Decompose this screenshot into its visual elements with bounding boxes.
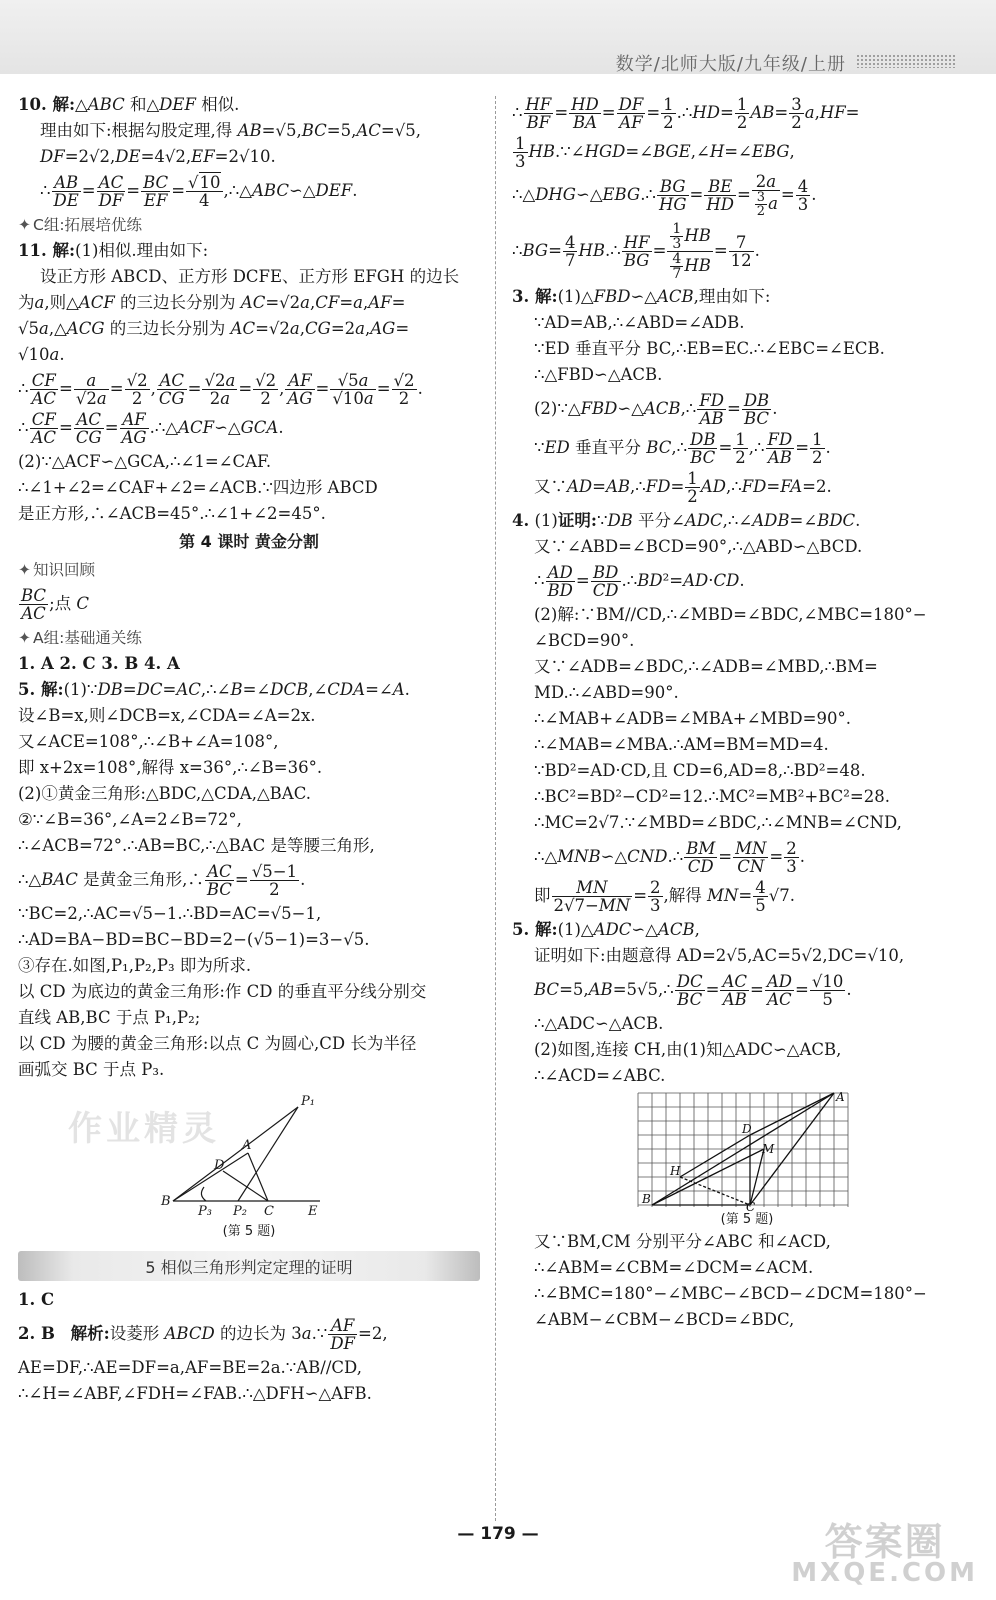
answer-5-line: ∴∠ACB=72°.∴AB=BC,∴△BAC 是等腰三角形, xyxy=(18,836,375,855)
answer-4-line: ∵BD²=AD·CD,且 CD=6,AD=8,∴BD²=48. xyxy=(534,761,866,780)
answer-3-line: ∵ED 垂直平分 BC,∴EB=EC.∴∠EBC=∠ECB. xyxy=(534,339,885,358)
answer-2-line: ∴∠H=∠ABF,∠FDH=∠FAB.∴△DFH∽△AFB. xyxy=(18,1384,372,1403)
right-line: ∴BG= $\frac{4}{7}$ HB.∴ $\frac{HF}{BG}$ = $\frac{1}{3}$ HB $\frac{4}{7}$ HB = $\frac{7}{12}$ . xyxy=(512,221,760,282)
grid-label-h: H xyxy=(670,1164,681,1178)
answer-5-line: 直线 AB,BC 于点 P₁,P₂; xyxy=(18,1008,201,1027)
answer-11-line: √10a. xyxy=(18,345,65,364)
answer-5-golden: ∴△BAC 是黄金三角形,∴ $\frac{AC}{BC}$ = $\frac{√5-1}{2}$ . xyxy=(18,862,306,899)
label-e: E xyxy=(308,1204,318,1219)
figure-5-left xyxy=(18,1083,480,1223)
answers-1-4: 1. A 2. C 3. B 4. A xyxy=(18,654,180,673)
page-header xyxy=(0,0,996,74)
figure-caption: (第 5 题) xyxy=(222,1224,276,1239)
answer-4-ratio: ∴△MNB∽△CND.∴ $\frac{BM}{CD}$ = $\frac{MN}{CN}$ = $\frac{2}{3}$ . xyxy=(534,839,805,876)
answer-5-line: ∴AD=BA−BD=BC−BD=2−(√5−1)=3−√5. xyxy=(18,930,370,949)
grid-label-m: M xyxy=(762,1142,775,1156)
stamp-watermark: 作业精灵 xyxy=(68,1109,220,1149)
page-number: — 179 — xyxy=(457,1524,539,1544)
answer-4-line: (2)解:∵BM//CD,∴∠MBD=∠BDC,∠MBC=180°− xyxy=(534,605,927,624)
answer-5r-line: ∠ABM−∠CBM−∠BCD=∠BDC, xyxy=(534,1310,795,1329)
answer-5-line: 画弧交 BC 于点 P₃. xyxy=(18,1060,165,1079)
label-p2: P₂ xyxy=(233,1204,247,1219)
answer-10-line: DF=2√2,DE=4√2,EF=2√10. xyxy=(40,147,276,166)
answer-11-line: ∴∠1+∠2=∠CAF+∠2=∠ACB.∵四边形 ABCD xyxy=(18,478,378,497)
answer-5r-ratio: BC=5,AB=5√5,∴ $\frac{DC}{BC}$ = $\frac{AC}{AB}$ = $\frac{AD}{AC}$ = $\frac{√10}{5}$ . xyxy=(534,972,852,1009)
answer-11-line: 设正方形 ABCD、正方形 DCFE、正方形 EFGH 的边长 xyxy=(40,267,460,286)
grid-diagram xyxy=(512,1089,982,1211)
answer-10-head: 10. 解:△ABC 和△DEF 相似. xyxy=(18,95,240,114)
answer-5r-line: ∴∠BMC=180°−∠MBC−∠BCD−∠DCM=180°− xyxy=(534,1284,927,1303)
answer-4-line: ∠BCD=90°. xyxy=(534,631,635,650)
answer-3-ratio: (2)∵△FBD∽△ACB,∴ $\frac{FD}{AB}$ = $\frac{DB}{BC}$ . xyxy=(534,391,778,428)
answer-5r-line: 证明如下:由题意得 AD=2√5,AC=5√2,DC=√10, xyxy=(534,946,905,965)
answer-4-head: 4. (1)证明:∵DB 平分∠ADC,∴∠ADB=∠BDC. xyxy=(512,511,861,530)
answer-11-line: √5a,△ACG 的三边长分别为 AC=√2a,CG=2a,AG= xyxy=(18,319,410,338)
answer-5-line: 以 CD 为底边的黄金三角形:作 CD 的垂直平分线分别交 xyxy=(18,982,427,1001)
answer-11-ratios: ∴ $\frac{CF}{AC}$ = $\frac{a}{√2a}$ = $\frac{√2}{2}$ , $\frac{AC}{CG}$ = $\frac{√2a}{2a}$ = $\frac{√2}{2}$ , $\frac{AF}{AG}$ = $\frac{√5a}{√10a}$ = $\frac{√2}{2}$ . xyxy=(18,371,423,408)
answer-11-head: 11. 解:(1)相似.理由如下: xyxy=(18,241,209,260)
answer-4-line: ∴∠MAB+∠ADB=∠MBA+∠MBD=90°. xyxy=(534,709,851,728)
answer-5-line: ∵BC=2,∴AC=√5−1.∴BD=AC=√5−1, xyxy=(18,904,322,923)
corner-watermark-en: MXQE.COM xyxy=(791,1558,978,1588)
answer-4-line: 又∵∠ABD=∠BCD=90°,∴△ABD∽△BCD. xyxy=(534,537,863,556)
answer-1: 1. C xyxy=(18,1290,55,1309)
answer-11-line: 是正方形,∴∠ACB=45°.∴∠1+∠2=45°. xyxy=(18,504,326,523)
label-a: A xyxy=(242,1138,252,1153)
section-c-heading: ✦ C组:拓展培优练 xyxy=(18,216,143,234)
answer-4-line: ∴BC²=BD²−CD²=12.∴MC²=MB²+BC²=28. xyxy=(534,787,890,806)
review-answer: $\frac{BC}{AC}$ ;点 C xyxy=(21,586,89,623)
label-p1: P₁ xyxy=(301,1094,315,1109)
answer-2-line: AE=DF,∴AE=DF=a,AF=BE=2a.∵AB//CD, xyxy=(18,1358,362,1377)
section-banner: 5 相似三角形判定定理的证明 xyxy=(18,1251,480,1281)
answer-5-line: 即 x+2x=108°,解得 x=36°,∴∠B=36°. xyxy=(18,758,323,777)
answer-5-line: 以 CD 为腰的黄金三角形:以点 C 为圆心,CD 长为半径 xyxy=(18,1034,417,1053)
right-column xyxy=(512,92,982,1333)
answer-11-conclusion: ∴ $\frac{CF}{AC}$ = $\frac{AC}{CG}$ = $\frac{AF}{AG}$ .∴△ACF∽△GCA. xyxy=(18,410,284,447)
label-p3: P₃ xyxy=(198,1204,212,1219)
figure-5-grid xyxy=(512,1089,982,1211)
answer-10-ratio: ∴ $\frac{AB}{DE}$ = $\frac{AC}{DF}$ = $\frac{BC}{EF}$ = $\frac{√10}{4}$ ,∴△ABC∽△DEF. xyxy=(40,173,358,210)
answer-5r-line: 又∵BM,CM 分别平分∠ABC 和∠ACD, xyxy=(534,1232,831,1251)
right-line: $\frac{1}{3}$ HB.∵∠HGD=∠BGE,∠H=∠EBG, xyxy=(515,134,795,171)
answer-3-ratio: ∵ED 垂直平分 BC,∴ $\frac{DB}{BC}$ = $\frac{1}{2}$ ,∴ $\frac{FD}{AB}$ = $\frac{1}{2}$ . xyxy=(534,430,831,467)
answer-10-line: 理由如下:根据勾股定理,得 AB=√5,BC=5,AC=√5, xyxy=(40,121,421,140)
section-review-heading: ✦ 知识回顾 xyxy=(18,561,96,579)
answer-5-line: 又∠ACE=108°,∴∠B+∠A=108°, xyxy=(18,732,279,751)
answer-4-ratio: 即 $\frac{MN}{2√7-MN}$ = $\frac{2}{3}$ ,解得 MN= $\frac{4}{5}$ √7. xyxy=(534,878,795,915)
right-line: ∴△DHG∽△EBG.∴ $\frac{BG}{HG}$ = $\frac{BE}{HD}$ = 2a $\frac{3}{2}$ a = $\frac{4}{3}$ . xyxy=(512,172,817,219)
column-divider xyxy=(495,96,496,1521)
answer-5-line: (2)①黄金三角形:△BDC,△CDA,△BAC. xyxy=(18,784,311,803)
answer-4-line: ∴MC=2√7.∵∠MBD=∠BDC,∴∠MNB=∠CND, xyxy=(534,813,902,832)
label-b: B xyxy=(161,1194,171,1209)
corner-watermark-cn: 答案圈 xyxy=(824,1520,945,1564)
answer-5r-line: ∴△ADC∽△ACB. xyxy=(534,1014,664,1033)
answer-4-line: MD.∴∠ABD=90°. xyxy=(534,683,679,702)
answer-4-line: 又∵∠ADB=∠BDC,∴∠ADB=∠MBD,∴BM= xyxy=(534,657,878,676)
book-title: 数学/北师大版/九年级/上册 xyxy=(615,54,846,75)
answer-3-line: ∴△FBD∽△ACB. xyxy=(534,365,663,384)
answer-11-line: (2)∵△ACF∽△GCA,∴∠1=∠CAF. xyxy=(18,452,272,471)
corner-watermark xyxy=(791,1511,978,1588)
answer-5-line: 设∠B=x,则∠DCB=x,∠CDA=∠A=2x. xyxy=(18,706,316,725)
answer-3-head: 3. 解:(1)△FBD∽△ACB,理由如下: xyxy=(512,287,771,306)
left-column xyxy=(18,92,480,1407)
header-dots-decoration xyxy=(856,54,956,68)
grid-label-b: B xyxy=(642,1192,651,1206)
answer-5-line: ③存在.如图,P₁,P₂,P₃ 即为所求. xyxy=(18,956,252,975)
grid-label-a: A xyxy=(836,1090,845,1104)
lesson-title: 第 4 课时 黄金分割 xyxy=(179,532,319,551)
answer-3-line: ∵AD=AB,∴∠ABD=∠ADB. xyxy=(534,313,745,332)
label-d: D xyxy=(214,1158,225,1173)
answer-5r-line: ∴∠ACD=∠ABC. xyxy=(534,1066,666,1085)
answer-5r-head: 5. 解:(1)△ADC∽△ACB, xyxy=(512,920,700,939)
label-c: C xyxy=(264,1204,274,1219)
answer-5-head: 5. 解:(1)∵DB=DC=AC,∴∠B=∠DCB,∠CDA=∠A. xyxy=(18,680,410,699)
grid-label-d: D xyxy=(742,1122,752,1136)
answer-5-line: ②∵∠B=36°,∠A=2∠B=72°, xyxy=(18,810,242,829)
answer-5r-line: ∴∠ABM=∠CBM=∠DCM=∠ACM. xyxy=(534,1258,814,1277)
answer-3-ratio: 又∵AD=AB,∴FD= $\frac{1}{2}$ AD,∴FD=FA=2. xyxy=(534,469,832,506)
right-line: ∴ $\frac{HF}{BF}$ = $\frac{HD}{BA}$ = $\frac{DF}{AF}$ = $\frac{1}{2}$ .∴HD= $\frac{1}{2}$ AB= $\frac{3}{2}$ a,HF= xyxy=(512,95,860,132)
answer-4-ratio: ∴ $\frac{AD}{BD}$ = $\frac{BD}{CD}$ .∴BD²=AD·CD. xyxy=(534,563,745,600)
answer-4-line: ∴∠MAB=∠MBA.∴AM=BM=MD=4. xyxy=(534,735,829,754)
answer-2-line: 2. B 解析:设菱形 ABCD 的边长为 3a.∵ $\frac{AF}{DF}$ =2, xyxy=(18,1316,388,1353)
grid-label-c: C xyxy=(746,1200,756,1211)
answer-11-line: 为a,则△ACF 的三边长分别为 AC=√2a,CF=a,AF= xyxy=(18,293,406,312)
figure-caption: (第 5 题) xyxy=(720,1212,774,1227)
answer-5r-line: (2)如图,连接 CH,由(1)知△ADC∽△ACB, xyxy=(534,1040,842,1059)
section-a-heading: ✦ A组:基础通关练 xyxy=(18,629,142,647)
